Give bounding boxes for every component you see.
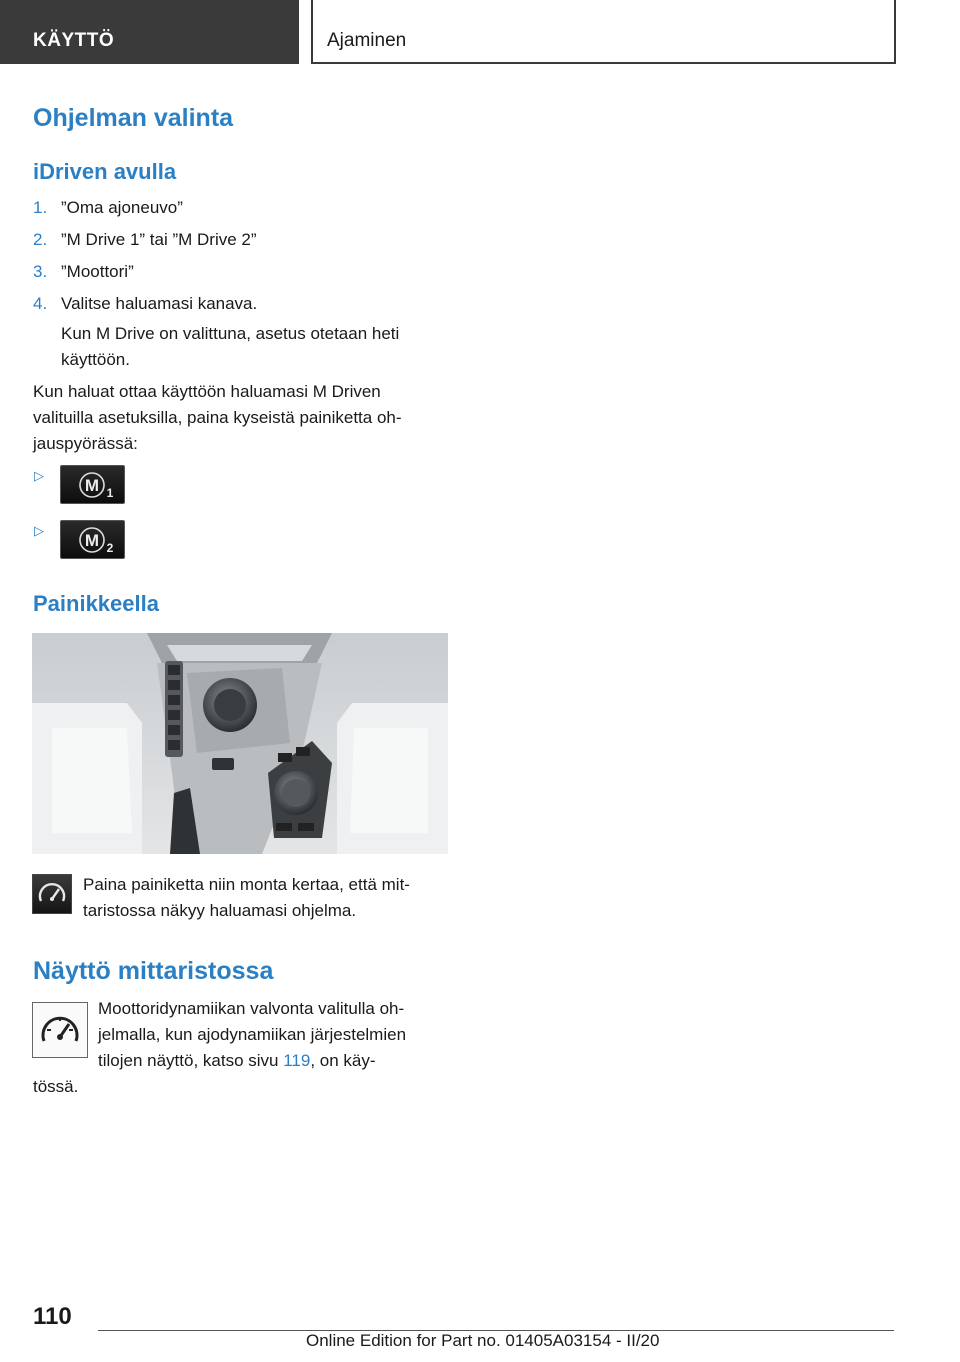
body-paragraph-line: jauspyörässä: xyxy=(33,434,138,453)
footer-edition: Online Edition for Part no. 01405A03154 - II/20 xyxy=(306,1331,660,1350)
bullet-triangle-icon: ▷ xyxy=(34,523,44,538)
m-button-letter: M xyxy=(84,476,100,495)
page-reference-link[interactable]: 119 xyxy=(283,1051,311,1070)
step-number: 2. xyxy=(33,230,48,249)
header-chapter-label: Ajaminen xyxy=(327,30,407,51)
button-note-line: Paina painiketta niin monta kertaa, että mit- xyxy=(83,875,410,894)
body-paragraph-line: Kun haluat ottaa käyttöön haluamasi M Driven xyxy=(33,382,381,401)
m-drive-2-button-icon xyxy=(60,520,125,559)
display-note-line: tössä. xyxy=(33,1077,79,1096)
step-text: ”M Drive 1” tai ”M Drive 2” xyxy=(61,230,257,249)
center-console-photo xyxy=(32,633,448,854)
body-paragraph-line: valituilla asetuksilla, paina kyseistä painiketta oh- xyxy=(33,408,402,427)
step4-note-line: käyttöön. xyxy=(61,350,130,369)
header-section-tab xyxy=(0,0,299,64)
m-button-letter: M xyxy=(84,531,100,550)
display-note-line xyxy=(98,1048,376,1074)
speedometer-icon xyxy=(32,1002,88,1058)
display-note-text: , on käy- xyxy=(310,1051,376,1070)
m-button-index: 1 xyxy=(106,486,114,500)
header-section-label: KÄYTTÖ xyxy=(33,30,115,51)
page-title: Ohjelman valinta xyxy=(33,104,234,132)
step4-note-line: Kun M Drive on valittuna, asetus otetaan heti xyxy=(61,324,400,343)
display-note-line: jelmalla, kun ajodynamiikan järjestelmien xyxy=(98,1025,407,1044)
button-note-line: taristossa näkyy haluamasi ohjelma. xyxy=(83,901,357,920)
display-note-text: tilojen näyttö, katso sivu xyxy=(98,1051,284,1070)
display-note-line: Moottoridynamiikan valvonta valitulla oh- xyxy=(98,999,405,1018)
step-number: 3. xyxy=(33,262,48,281)
button-section-heading: Painikkeella xyxy=(33,591,159,616)
step-text: Valitse haluamasi kanava. xyxy=(61,294,258,313)
step-number: 1. xyxy=(33,198,48,217)
m-button-index: 2 xyxy=(106,541,114,555)
step-text: ”Oma ajoneuvo” xyxy=(61,198,183,217)
bullet-triangle-icon: ▷ xyxy=(34,468,44,483)
drive-mode-button-icon xyxy=(32,874,72,914)
step-text: ”Moottori” xyxy=(61,262,134,281)
header-chapter-tab xyxy=(311,0,896,64)
page-number: 110 xyxy=(33,1303,72,1330)
step-number: 4. xyxy=(33,294,48,313)
idrive-heading: iDriven avulla xyxy=(33,159,177,184)
m-drive-1-button-icon xyxy=(60,465,125,504)
display-section-heading: Näyttö mittaristossa xyxy=(33,957,274,985)
